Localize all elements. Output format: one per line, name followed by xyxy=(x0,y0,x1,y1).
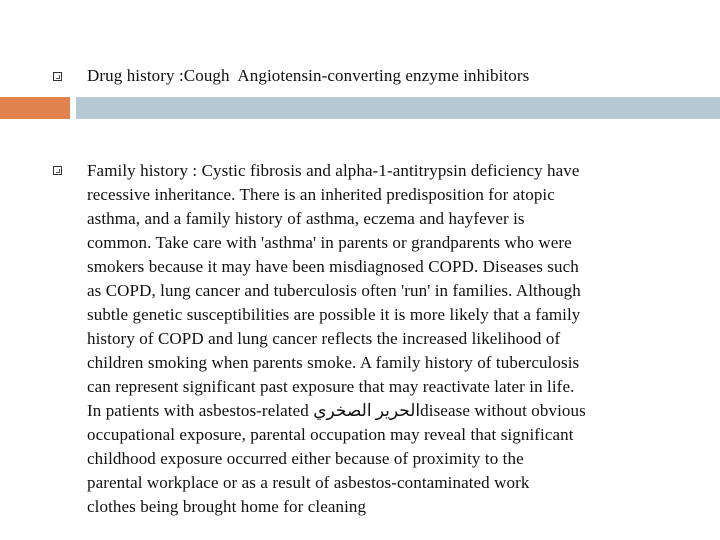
family-history-paragraph xyxy=(87,159,672,519)
paragraph-line: can represent significant past exposure that may reactivate later in life. xyxy=(87,377,575,396)
line-text: In patients with asbestos-related xyxy=(87,401,314,420)
arabic-term: الحرير الصخري xyxy=(313,401,421,420)
paragraph-line: common. Take care with 'asthma' in parents or grandparents who were xyxy=(87,233,572,252)
bullet-checkbox-icon xyxy=(53,72,62,81)
paragraph-line: subtle genetic susceptibilities are possible it is more likely that a family xyxy=(87,305,581,324)
paragraph-line: children smoking when parents smoke. A family history of tuberculosis xyxy=(87,353,580,372)
drug-history-text: Drug history :Cough Angiotensin-converting enzyme inhibitors xyxy=(87,66,530,85)
paragraph-line: parental workplace or as a result of asbestos-contaminated work xyxy=(87,473,530,492)
accent-bar-orange xyxy=(0,97,70,119)
line-text: disease without obvious xyxy=(420,401,586,420)
paragraph-line: history of COPD and lung cancer reflects the increased likelihood of xyxy=(87,329,561,348)
accent-bar-blue xyxy=(76,97,720,119)
paragraph-line: clothes being brought home for cleaning xyxy=(87,497,367,516)
paragraph-line: smokers because it may have been misdiagnosed COPD. Diseases such xyxy=(87,257,579,276)
paragraph-line: recessive inheritance. There is an inherited predisposition for atopic xyxy=(87,185,555,204)
paragraph-line-mixed xyxy=(87,399,672,423)
paragraph-line: as COPD, lung cancer and tuberculosis often 'run' in families. Although xyxy=(87,281,581,300)
paragraph-line: childhood exposure occurred either because of proximity to the xyxy=(87,449,524,468)
bullet-checkbox-icon xyxy=(53,166,62,175)
paragraph-line: asthma, and a family history of asthma, eczema and hayfever is xyxy=(87,209,525,228)
paragraph-line: Family history : Cystic fibrosis and alpha-1-antitrypsin deficiency have xyxy=(87,161,580,180)
paragraph-line: occupational exposure, parental occupation may reveal that significant xyxy=(87,425,574,444)
